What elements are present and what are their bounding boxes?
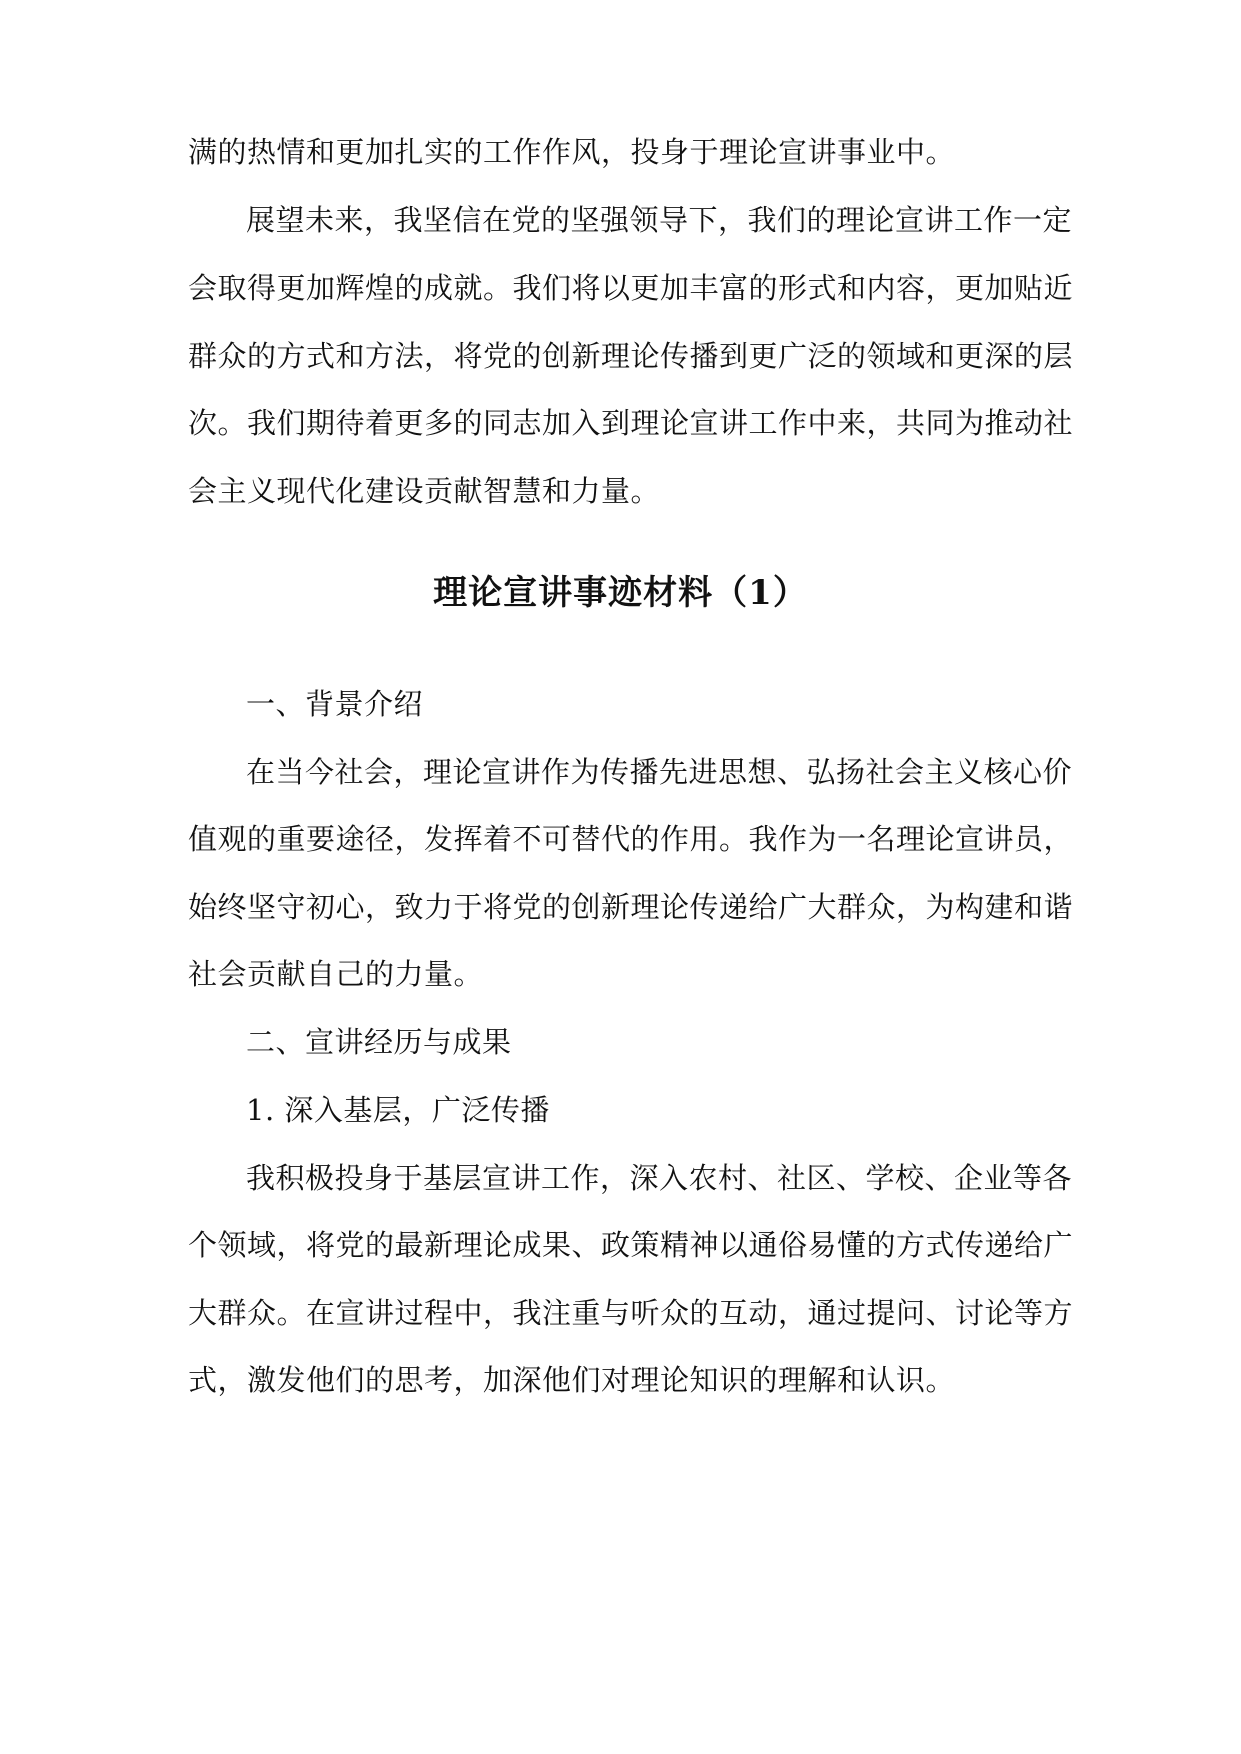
paragraph-line: 展望未来，我坚信在党的坚强领导下，我们的理论宣讲工作一定 [246,203,1073,237]
paragraph-line: 我积极投身于基层宣讲工作，深入农村、社区、学校、企业等各 [246,1161,1073,1195]
paragraph-line: 在当今社会，理论宣讲作为传播先进思想、弘扬社会主义核心价 [246,755,1073,789]
paragraph-line: 会取得更加辉煌的成就。我们将以更加丰富的形式和内容，更加贴近 [188,271,1074,305]
paragraph-line: 始终坚守初心，致力于将党的创新理论传递给广大群众，为构建和谐 [188,890,1074,924]
document-title: 理论宣讲事迹材料（1） [433,573,808,613]
section-heading: 一、背景介绍 [246,687,424,721]
paragraph-line: 次。我们期待着更多的同志加入到理论宣讲工作中来，共同为推动社 [188,406,1074,440]
section-heading: 二、宣讲经历与成果 [246,1025,512,1059]
paragraph-line: 满的热情和更加扎实的工作作风，投身于理论宣讲事业中。 [188,135,956,169]
paragraph-line: 个领域，将党的最新理论成果、政策精神以通俗易懂的方式传递给广 [188,1228,1074,1262]
paragraph-line: 会主义现代化建设贡献智慧和力量。 [188,474,661,508]
paragraph-line: 值观的重要途径，发挥着不可替代的作用。我作为一名理论宣讲员， [188,822,1074,856]
subsection-heading: 1. 深入基层，广泛传播 [246,1093,550,1127]
paragraph-line: 群众的方式和方法，将党的创新理论传播到更广泛的领域和更深的层 [188,339,1074,373]
paragraph-line: 式，激发他们的思考，加深他们对理论知识的理解和认识。 [188,1363,956,1397]
paragraph-line: 大群众。在宣讲过程中，我注重与听众的互动，通过提问、讨论等方 [188,1296,1074,1330]
paragraph-line: 社会贡献自己的力量。 [188,957,484,991]
